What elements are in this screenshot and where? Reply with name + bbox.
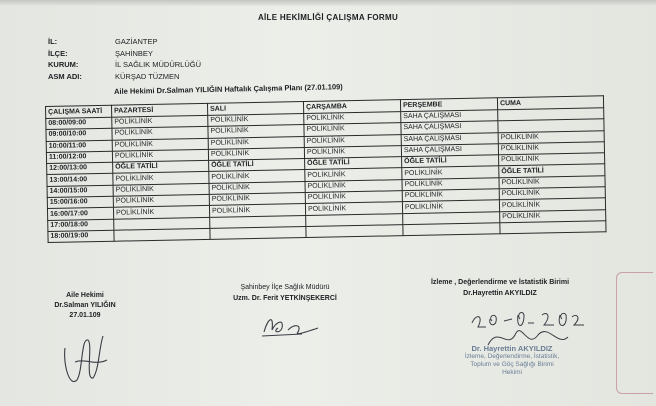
column-header: PERŞEMBE [400, 98, 497, 112]
official-stamp [452, 345, 572, 377]
schedule-cell: POLİKLİNİK [500, 209, 606, 222]
doctor-signature-icon [55, 318, 115, 398]
schedule-cell: POLİKLİNİK [113, 172, 209, 185]
info-value: ŞAHİNBEY [115, 48, 153, 58]
unit-role: İzleme , Değerlendirme ve İstatistik Birimi [430, 279, 570, 286]
schedule-cell: POLİKLİNİK [112, 138, 208, 151]
schedule-cell: POLİKLİNİK [498, 130, 604, 143]
info-key: KURUM: [48, 60, 79, 69]
schedule-cell: POLİKLİNİK [499, 176, 605, 189]
schedule-cell: POLİKLİNİK [305, 191, 402, 204]
schedule-cell: POLİKLİNİK [208, 114, 304, 127]
plan-title: Aile Hekimi Dr.Salman YILIĞIN Haftalık Çalışma Planı (27.01.109) [114, 82, 343, 96]
time-cell: 14:00/15:00 [47, 185, 113, 198]
schedule-cell: POLİKLİNİK [304, 146, 401, 159]
schedule-cell [403, 223, 500, 236]
schedule-cell: POLİKLİNİK [112, 127, 208, 140]
schedule-cell: POLİKLİNİK [498, 142, 604, 155]
schedule-cell: POLİKLİNİK [499, 198, 605, 211]
info-row-il [48, 37, 201, 49]
info-row-asm [48, 72, 201, 84]
doctor-role: Aile Hekimi [66, 292, 104, 299]
schedule-cell: SAHA ÇALIŞMASI [401, 132, 498, 145]
schedule-cell: POLİKLİNİK [208, 125, 304, 138]
schedule-cell: SAHA ÇALIŞMASI [401, 121, 498, 134]
director-signature-block [210, 284, 360, 302]
schedule-cell [500, 221, 606, 234]
info-row-kurum [48, 60, 201, 72]
info-value: İL SAĞLIK MÜDÜRLÜĞÜ [115, 60, 201, 69]
time-cell: 18:00/19:00 [48, 230, 114, 243]
schedule-cell: POLİKLİNİK [112, 115, 208, 128]
doctor-name: Dr.Salman YILIĞIN [54, 302, 116, 309]
schedule-cell: ÖĞLE TATİLİ [209, 159, 305, 172]
schedule-cell: SAHA ÇALIŞMASI [401, 144, 498, 157]
schedule-cell: POLİKLİNİK [402, 178, 499, 191]
schedule-cell: POLİKLİNİK [402, 189, 499, 202]
director-signature-icon [258, 310, 328, 340]
doctor-date: 27.01.109 [69, 312, 101, 319]
schedule-cell: ÖĞLE TATİLİ [499, 164, 605, 177]
schedule-cell: POLİKLİNİK [402, 200, 499, 213]
info-key: İLÇE: [48, 48, 68, 58]
schedule-cell [306, 225, 403, 238]
schedule-cell: POLİKLİNİK [209, 181, 305, 194]
director-name: Uzm. Dr. Ferit YETKİNŞEKERCİ [233, 295, 337, 302]
column-header: ÇALIŞMA SAATİ [46, 105, 112, 118]
time-cell: 09:00/10:00 [46, 129, 112, 142]
time-cell: 11:00/12:00 [46, 151, 112, 164]
schedule-cell: POLİKLİNİK [209, 170, 305, 183]
schedule-cell: ÖĞLE TATİLİ [113, 161, 209, 174]
time-cell: 08:00/09:00 [46, 117, 112, 130]
schedule-cell: POLİKLİNİK [209, 193, 305, 206]
schedule-cell: POLİKLİNİK [304, 134, 401, 147]
schedule-cell: POLİKLİNİK [113, 183, 209, 196]
stamp-name: Dr. Hayrettin AKYILDIZ [471, 344, 553, 353]
schedule-cell: POLİKLİNİK [499, 153, 605, 166]
schedule-cell: POLİKLİNİK [208, 136, 304, 149]
stamp-line: Toplum ve Göç Sağlığı Birimi [470, 361, 554, 368]
edge-stamp-mark [616, 272, 653, 394]
page-top-shadow [0, 0, 656, 6]
stamp-line: Hekimi [502, 369, 522, 376]
column-header: PAZARTESİ [111, 103, 207, 117]
doctor-signature-block [30, 292, 140, 319]
schedule-cell: POLİKLİNİK [305, 168, 402, 181]
info-key: İL: [48, 37, 58, 46]
unit-name: Dr.Hayrettin AKYILDIZ [463, 290, 537, 297]
schedule-cell: POLİKLİNİK [499, 187, 605, 200]
schedule-cell [210, 226, 306, 239]
director-role: Şahinbey İlçe Sağlık Müdürü [240, 284, 330, 291]
schedule-table [45, 95, 607, 243]
column-header: SALI [207, 102, 303, 116]
schedule-cell: POLİKLİNİK [304, 112, 401, 125]
info-row-ilce [48, 49, 201, 61]
schedule-cell: SAHA ÇALIŞMASI [401, 110, 498, 123]
schedule-cell: ÖĞLE TATİLİ [402, 155, 499, 168]
stamp-line: İzleme, Değerlendirme, İstatistik, [464, 353, 560, 360]
column-header: ÇARŞAMBA [303, 100, 400, 114]
schedule-cell: POLİKLİNİK [113, 206, 209, 219]
schedule-table-wrap [45, 95, 607, 243]
schedule-cell: POLİKLİNİK [402, 166, 499, 179]
time-cell: 13:00/14:00 [47, 174, 113, 187]
info-key: ASM ADI: [48, 71, 82, 81]
time-cell: 17:00/18:00 [48, 219, 114, 232]
schedule-cell: POLİKLİNİK [305, 179, 402, 192]
schedule-cell: POLİKLİNİK [113, 194, 209, 207]
time-cell: 15:00/16:00 [47, 196, 113, 209]
schedule-cell: POLİKLİNİK [305, 202, 402, 215]
time-cell: 16:00/17:00 [47, 208, 113, 221]
schedule-cell: POLİKLİNİK [304, 123, 401, 136]
schedule-cell: ÖĞLE TATİLİ [305, 157, 402, 170]
time-cell: 12:00/13:00 [47, 162, 113, 175]
info-block [48, 37, 201, 83]
schedule-cell: POLİKLİNİK [112, 149, 208, 162]
unit-signature-block [400, 279, 600, 297]
schedule-cell: POLİKLİNİK [209, 204, 305, 217]
info-value: GAZİANTEP [115, 37, 158, 46]
schedule-cell [114, 228, 210, 241]
schedule-cell: POLİKLİNİK [208, 147, 304, 160]
info-value: KÜRŞAD TÜZMEN [115, 71, 180, 81]
time-cell: 10:00/11:00 [46, 140, 112, 153]
column-header: CUMA [497, 96, 603, 110]
form-title: AİLE HEKİMLİĞİ ÇALIŞMA FORMU [257, 13, 399, 22]
